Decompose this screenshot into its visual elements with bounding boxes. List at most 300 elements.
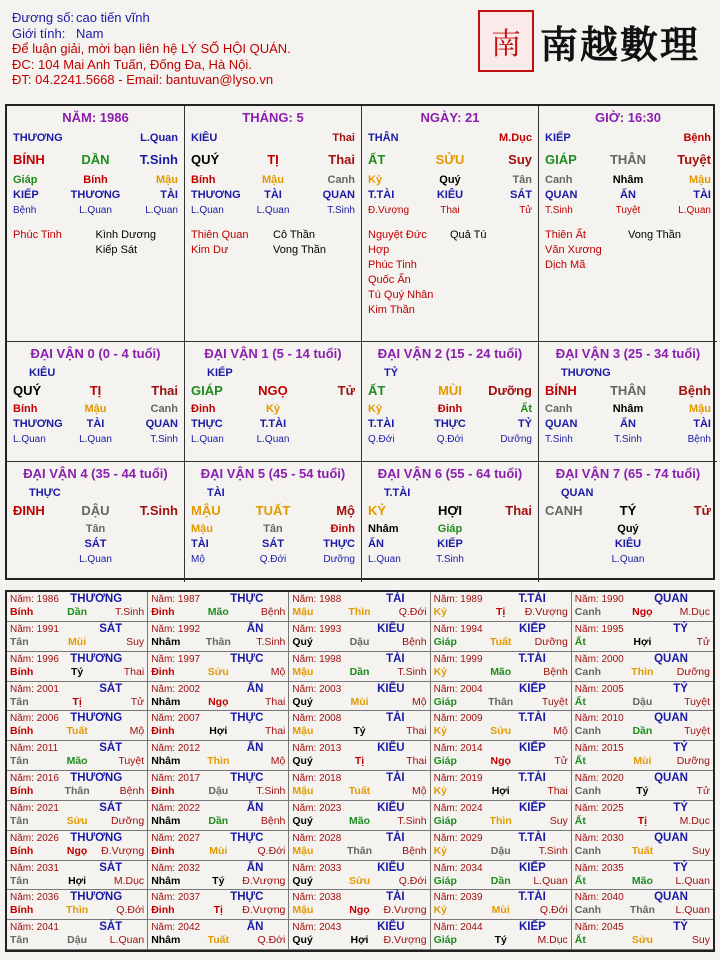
- pillar-main-1: THÂN: [609, 152, 647, 167]
- pillar-0: [7, 106, 185, 342]
- dai-van-hidden-0: Mậu: [191, 523, 213, 535]
- year-body: [292, 904, 426, 917]
- yearly-table: [5, 590, 715, 952]
- year-label: [292, 891, 341, 904]
- year-head: [10, 921, 144, 934]
- year-head: [575, 802, 710, 815]
- pillar-phase-0: L.Quan: [191, 205, 224, 216]
- pillar-top-1: [68, 131, 123, 146]
- pillar-phase-2: L.Quan: [145, 205, 178, 216]
- dai-van-gods-0: QUAN: [545, 418, 578, 430]
- year-number: 1996: [36, 653, 59, 665]
- dai-van-main-0: GIÁP: [191, 383, 223, 398]
- dai-van-main-2: Mộ: [336, 503, 355, 518]
- year-stem: Đinh: [151, 904, 175, 917]
- year-body: [575, 606, 710, 619]
- year-head: [575, 891, 710, 904]
- year-prefix: Năm:: [574, 922, 602, 934]
- year-phase: Thai: [406, 725, 427, 738]
- star-good: Thiên Quan: [191, 229, 249, 241]
- year-god: THỰC: [230, 891, 264, 904]
- dai-van-main-2: Thai: [505, 503, 532, 518]
- year-prefix: Năm:: [10, 683, 37, 695]
- year-prefix: Năm:: [151, 594, 178, 605]
- year-branch: Tị: [637, 814, 648, 827]
- year-number: 2016: [36, 773, 59, 784]
- year-god: T.TÀI: [518, 831, 546, 844]
- year-label: [575, 623, 624, 636]
- year-head: [434, 653, 568, 666]
- year-god: ẤN: [246, 861, 264, 874]
- year-prefix: Năm:: [574, 862, 602, 874]
- year-label: [575, 653, 624, 666]
- year-god: KIẾP: [518, 921, 546, 934]
- year-cell: [572, 861, 713, 891]
- dai-van-top: T.TÀI: [384, 487, 411, 499]
- year-cell: [289, 741, 430, 771]
- year-body: [575, 815, 710, 828]
- year-number: 2022: [177, 802, 201, 814]
- year-cell: [148, 771, 289, 801]
- year-branch: Ngọ: [66, 844, 88, 857]
- dai-van-5: [185, 462, 362, 582]
- year-body: [292, 875, 426, 888]
- year-branch: Tị: [354, 755, 365, 768]
- year-label: [434, 742, 483, 755]
- year-body: [434, 815, 568, 828]
- year-label: [10, 862, 59, 875]
- pillar-top-0: KIÊU: [191, 132, 218, 144]
- year-branch: Thân: [629, 904, 655, 917]
- pillar-main-1: TỊ: [267, 152, 279, 167]
- pillar-top-2: M.Dục: [499, 132, 532, 144]
- year-god: ẤN: [246, 682, 264, 695]
- year-body: [434, 875, 568, 888]
- year-prefix: Năm:: [292, 773, 320, 784]
- year-cell: [289, 622, 430, 652]
- year-label: [10, 593, 59, 606]
- year-cell: [289, 801, 430, 831]
- year-phase: Dưỡng: [111, 814, 145, 827]
- year-branch: Ngọ: [632, 606, 653, 618]
- pillar-hidden-1: Quý: [439, 174, 461, 186]
- year-label: [292, 802, 341, 815]
- pillar-stars: [545, 228, 711, 273]
- year-phase: Thai: [123, 665, 145, 678]
- dai-van-phase: [191, 552, 355, 567]
- contact-line-2: ĐC: 104 Mai Anh Tuấn, Đống Đa, Hà Nội.: [12, 56, 252, 72]
- dai-van-main-0: ĐINH: [13, 503, 45, 518]
- year-god: QUAN: [654, 891, 688, 904]
- year-number: 2029: [460, 832, 483, 844]
- year-head: [151, 742, 285, 755]
- pillar-stars: [13, 228, 178, 258]
- year-head: [434, 891, 568, 904]
- stars-bad: [273, 228, 355, 258]
- year-phase: Bệnh: [402, 844, 427, 857]
- year-cell: [7, 801, 148, 831]
- pillar-top: [13, 131, 178, 146]
- year-cell: [148, 920, 289, 950]
- year-body: [10, 785, 144, 798]
- sex-value: Nam: [76, 25, 104, 41]
- pillar-3: [539, 106, 717, 342]
- year-head: [292, 593, 426, 606]
- year-cell: [572, 771, 713, 801]
- dai-van-hidden-0: Đinh: [191, 403, 216, 415]
- year-head: [151, 772, 285, 785]
- star-bad: Quả Tú: [450, 229, 487, 241]
- year-body: [151, 696, 285, 709]
- year-prefix: Năm:: [574, 683, 602, 695]
- year-body: [151, 636, 285, 649]
- dai-van-phase-0: T.Sinh: [545, 434, 573, 445]
- pillar-phase-0: Đ.Vượng: [368, 205, 410, 216]
- year-number: 1991: [36, 623, 59, 635]
- dai-van-hidden-2: [123, 522, 178, 537]
- year-label: [10, 772, 59, 785]
- pillar-gods-2: TÀI: [693, 189, 711, 201]
- year-label: [10, 683, 59, 696]
- year-cell: [431, 592, 572, 622]
- year-god: T.TÀI: [518, 891, 546, 904]
- year-god: THƯƠNG: [70, 712, 123, 725]
- dai-van-main-1: MÙI: [438, 383, 462, 398]
- dai-van-gods-0: TÀI: [191, 538, 209, 550]
- dai-van-gods: [13, 537, 178, 552]
- dai-van-hidden-2: [300, 402, 355, 417]
- year-stem: Giáp: [433, 695, 457, 708]
- dai-van-title: ĐẠI VẬN 4 (35 - 44 tuổi): [23, 466, 168, 481]
- year-stem: Canh: [574, 844, 602, 857]
- year-label: [292, 742, 341, 755]
- year-prefix: Năm:: [151, 683, 178, 695]
- year-stem: Tân: [10, 934, 29, 947]
- year-label: [151, 593, 200, 606]
- year-head: [434, 593, 568, 606]
- pillar-stars: [368, 228, 532, 318]
- year-prefix: Năm:: [574, 594, 602, 605]
- year-prefix: Năm:: [10, 594, 37, 605]
- dai-van-main-0: BÍNH: [545, 383, 577, 398]
- year-label: [434, 653, 483, 666]
- year-stem: Nhâm: [151, 874, 181, 887]
- year-phase: M.Dục: [679, 814, 710, 827]
- dai-van-gods-0: THỰC: [191, 418, 223, 430]
- year-cell: [7, 622, 148, 652]
- dai-van-phase-1: Q.Đới: [259, 554, 287, 565]
- pillar-main-2: Suy: [508, 152, 532, 167]
- pillar-main-2: T.Sinh: [139, 152, 178, 167]
- year-cell: [7, 592, 148, 622]
- year-phase: Bệnh: [260, 814, 286, 827]
- pillar-phase-1: Thai: [440, 205, 460, 216]
- year-prefix: Năm:: [10, 623, 37, 635]
- year-prefix: Năm:: [151, 862, 178, 874]
- year-branch: Tý: [494, 934, 507, 947]
- year-head: [575, 772, 710, 785]
- year-prefix: Năm:: [574, 773, 602, 784]
- dai-van-top: TÀI: [207, 487, 225, 499]
- year-stem: Đinh: [151, 665, 175, 678]
- year-prefix: Năm:: [10, 862, 37, 874]
- year-branch: Hợi: [350, 934, 369, 947]
- year-number: 2034: [460, 862, 483, 874]
- year-head: [575, 593, 710, 606]
- pillar-hidden: [545, 173, 711, 188]
- year-label: [151, 623, 200, 636]
- dai-van-main-0: QUÝ: [13, 383, 42, 398]
- year-label: [434, 712, 483, 725]
- year-stem: Tân: [10, 755, 29, 768]
- year-number: 2014: [460, 743, 483, 755]
- year-body: [10, 606, 144, 619]
- dai-van-main: [368, 383, 532, 398]
- year-cell: [289, 861, 430, 891]
- year-head: [292, 802, 426, 815]
- dai-van-2: [362, 342, 539, 462]
- year-branch: Tị: [72, 695, 82, 708]
- year-prefix: Năm:: [433, 862, 461, 874]
- year-branch: Mão: [66, 755, 88, 768]
- year-number: 2039: [460, 892, 483, 904]
- year-body: [292, 845, 426, 858]
- year-god: KIẾP: [518, 861, 546, 874]
- year-god: TÀI: [386, 593, 405, 605]
- year-cell: [572, 622, 713, 652]
- year-prefix: Năm:: [433, 683, 461, 695]
- dai-van-main-2: Thai: [151, 383, 178, 398]
- year-number: 2025: [601, 802, 624, 814]
- year-number: 2040: [601, 892, 624, 904]
- year-body: [575, 755, 710, 768]
- year-label: [434, 832, 483, 845]
- star-good: Nguyệt Đức Hợp: [368, 229, 427, 256]
- year-head: [575, 832, 710, 845]
- pillar-hidden-1: Mậu: [261, 174, 284, 186]
- dai-van-phase-0: L.Quan: [13, 434, 46, 445]
- pillar-phase: [368, 203, 532, 218]
- year-head: [151, 862, 285, 875]
- year-prefix: Năm:: [433, 922, 461, 934]
- dai-van-phase: [545, 432, 711, 447]
- year-stem: Kỷ: [433, 844, 448, 857]
- year-body: [575, 785, 710, 798]
- year-prefix: Năm:: [10, 922, 37, 934]
- year-prefix: Năm:: [574, 802, 602, 814]
- year-branch: Tị: [213, 904, 223, 917]
- year-cell: [572, 890, 713, 920]
- pillar-hidden: [368, 173, 532, 188]
- year-number: 2026: [36, 832, 59, 844]
- dai-van-hidden-1: Kỷ: [265, 403, 281, 415]
- year-stem: Mậu: [292, 606, 314, 618]
- pillar-gods-1: THƯƠNG: [70, 189, 121, 201]
- year-number: 2032: [177, 862, 201, 874]
- year-prefix: Năm:: [151, 773, 178, 784]
- year-branch: Tý: [70, 665, 84, 678]
- year-body: [151, 904, 285, 917]
- year-branch: Tý: [353, 725, 366, 738]
- year-body: [575, 904, 710, 917]
- pillar-top-2: L.Quan: [140, 132, 178, 144]
- year-god: ẤN: [246, 921, 264, 934]
- year-phase: Dưỡng: [676, 755, 710, 768]
- year-head: [434, 683, 568, 696]
- year-stem: Ất: [574, 635, 586, 648]
- dai-van-phase-2: [477, 552, 532, 567]
- year-god: TỶ: [673, 682, 688, 695]
- pillar-phase-1: Tuyệt: [615, 205, 641, 216]
- dai-van-main-2: Dưỡng: [488, 383, 532, 398]
- year-phase: Dưỡng: [534, 635, 568, 648]
- year-cell: [148, 682, 289, 712]
- year-branch: Ngọ: [490, 755, 511, 768]
- dai-van-phase-1: L.Quan: [611, 554, 645, 565]
- pillar-main-2: Thai: [328, 152, 355, 167]
- dai-van-hidden: [368, 402, 532, 417]
- year-cell: [289, 771, 430, 801]
- year-phase: Thai: [264, 695, 286, 708]
- year-phase: T.Sinh: [538, 844, 568, 857]
- dai-van-phase-1: T.Sinh: [614, 434, 642, 445]
- dai-van-gods-1: TÀI: [86, 418, 105, 430]
- star-good: Dịch Mã: [545, 259, 586, 271]
- year-phase: Q.Đới: [398, 606, 427, 618]
- dai-van-main-1: TỊ: [89, 383, 102, 398]
- year-branch: Dậu: [67, 934, 87, 947]
- year-god: THƯƠNG: [70, 593, 123, 605]
- year-cell: [7, 652, 148, 682]
- year-branch: Dần: [67, 606, 87, 618]
- year-branch: Thìn: [348, 606, 371, 618]
- year-number: 2001: [36, 683, 59, 695]
- dai-van-phase-0: [545, 552, 600, 567]
- year-label: [575, 891, 624, 904]
- year-phase: L.Quan: [109, 934, 145, 947]
- dai-van-gods-2: TÀI: [693, 418, 711, 430]
- year-body: [10, 904, 144, 917]
- year-number: 2044: [460, 922, 483, 934]
- year-stem: Mậu: [292, 844, 314, 857]
- year-cell: [148, 592, 289, 622]
- year-god: QUAN: [654, 652, 688, 665]
- year-branch: Tuất: [207, 934, 229, 947]
- year-cell: [7, 831, 148, 861]
- year-branch: Thìn: [631, 665, 654, 678]
- year-label: [575, 683, 624, 696]
- dai-van-main-1: NGỌ: [258, 383, 288, 398]
- year-stem: Quý: [292, 755, 313, 768]
- dai-van-gods-2: [477, 537, 532, 552]
- year-cell: [148, 861, 289, 891]
- dai-van-top: QUAN: [561, 487, 594, 499]
- dai-van-gods: [545, 537, 711, 552]
- year-body: [151, 845, 285, 858]
- year-branch: Dần: [490, 874, 511, 887]
- year-stem: Canh: [574, 904, 602, 917]
- year-body: [434, 696, 568, 709]
- year-branch: Tị: [496, 606, 506, 618]
- year-stem: Bính: [10, 844, 34, 857]
- dai-van-hidden-1: Mậu: [84, 403, 107, 415]
- pillar-main: [13, 152, 178, 167]
- star-good: Văn Xương: [545, 244, 602, 256]
- year-stem: Kỷ: [433, 725, 448, 738]
- pillar-title: GIỜ: 16:30: [594, 110, 661, 125]
- year-body: [575, 636, 710, 649]
- year-god: QUAN: [654, 712, 688, 725]
- year-stem: Ất: [574, 755, 586, 768]
- pillar-hidden-0: Canh: [545, 174, 573, 186]
- dai-van-top: KIÊU: [29, 367, 56, 379]
- year-cell: [289, 592, 430, 622]
- year-head: [10, 653, 144, 666]
- year-cell: [572, 920, 713, 950]
- year-phase: Mộ: [412, 785, 427, 797]
- year-stem: Nhâm: [151, 814, 181, 827]
- year-number: 2041: [36, 922, 59, 934]
- pillar-top-0: THÂN: [368, 132, 399, 144]
- pillar-phase-0: T.Sinh: [545, 205, 573, 216]
- year-prefix: Năm:: [433, 594, 461, 605]
- year-branch: Mùi: [68, 635, 87, 648]
- pillar-hidden-2: Mậu: [688, 174, 711, 186]
- year-prefix: Năm:: [292, 862, 320, 874]
- year-cell: [289, 920, 430, 950]
- year-stem: Tân: [10, 814, 29, 827]
- year-body: [151, 606, 285, 619]
- contact-line-3: ĐT: 04.2241.5668 - Email: bantuvan@lyso.vn: [12, 72, 274, 87]
- year-stem: Nhâm: [151, 934, 181, 947]
- dai-van-main-0: CANH: [545, 503, 583, 518]
- year-number: 2004: [460, 683, 483, 695]
- year-god: ẤN: [246, 742, 264, 755]
- year-phase: M.Dục: [679, 606, 710, 618]
- year-prefix: Năm:: [10, 653, 37, 665]
- year-god: T.TÀI: [518, 593, 546, 605]
- year-cell: [572, 711, 713, 741]
- pillar-top-1: [246, 131, 301, 146]
- dai-van-main: [545, 503, 711, 518]
- year-prefix: Năm:: [433, 802, 461, 814]
- year-god: TỶ: [673, 801, 688, 814]
- pillar-main-1: DẦN: [81, 152, 110, 167]
- year-body: [292, 934, 426, 947]
- dai-van-main-0: MẬU: [191, 503, 221, 518]
- dai-van-hidden-2: Ất: [520, 403, 532, 415]
- year-number: 2003: [319, 683, 342, 695]
- dai-van-hidden-0: Nhâm: [368, 523, 399, 535]
- year-god: TỶ: [673, 861, 688, 874]
- year-cell: [431, 652, 572, 682]
- year-stem: Quý: [292, 814, 313, 827]
- year-god: QUAN: [654, 593, 688, 605]
- year-branch: Dậu: [349, 635, 370, 648]
- year-branch: Thân: [64, 785, 90, 797]
- year-label: [434, 683, 483, 696]
- year-body: [292, 785, 426, 798]
- year-head: [292, 623, 426, 636]
- year-god: TỶ: [673, 622, 688, 635]
- pillar-main: [191, 152, 355, 167]
- dai-van-main-2: Bệnh: [678, 383, 711, 398]
- pillar-phase: [191, 203, 355, 218]
- year-head: [292, 742, 426, 755]
- dai-van-hidden-2: Đinh: [330, 523, 355, 535]
- dai-van-phase-0: Mộ: [191, 554, 205, 565]
- year-branch: Dần: [349, 665, 370, 678]
